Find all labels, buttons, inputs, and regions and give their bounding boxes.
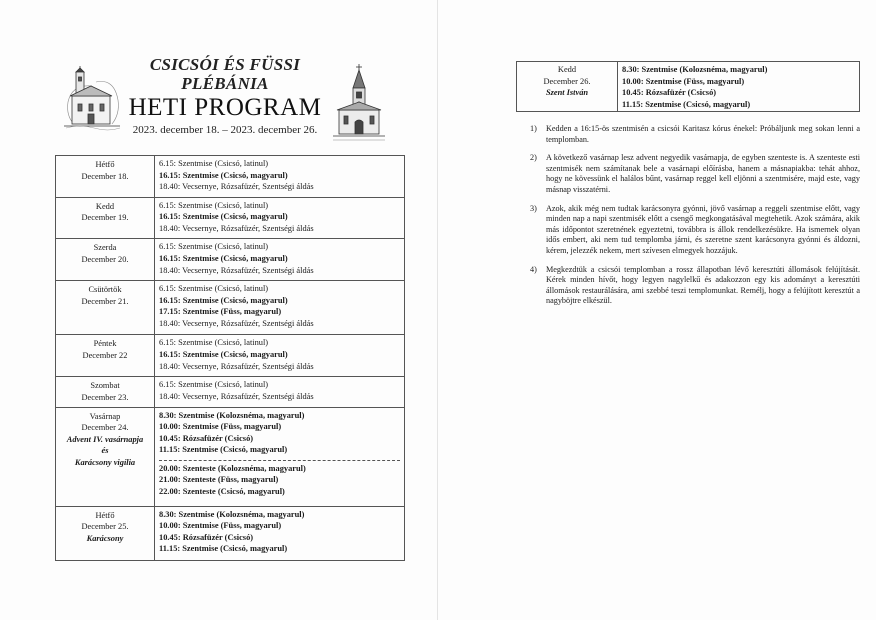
list-item xyxy=(530,124,860,145)
dec26-schedule-table xyxy=(516,61,860,112)
day-name: Szombat xyxy=(90,381,120,391)
parish-name-line2: PLÉBÁNIA xyxy=(181,74,269,93)
event-line: 21.00: Szenteste (Füss, magyarul) xyxy=(159,475,279,485)
events-cell xyxy=(155,197,405,239)
notice-text: A következő vasárnap lesz advent negyedik vasárnapja, de egyben szenteste is. A szenteste esti szentmisék nem számítanak bele a vasárnapi előírásba, hanem a másnapiakba: tehát ahhoz, hogy ne kövessünk el halálos bűnt, vasárnap reggel kell eljönni a szentmisére, majd este, vagy másnap visszatérni. xyxy=(546,153,860,194)
day-name: Kedd xyxy=(95,201,115,211)
day-cell xyxy=(56,156,155,198)
event-line: 16.15: Szentmise (Csicsó, magyarul) xyxy=(159,254,288,264)
day-name: Csütörtök xyxy=(88,285,122,295)
list-item xyxy=(530,204,860,257)
event-line: 10.00: Szentmise (Füss, magyarul) xyxy=(159,422,282,432)
feast-label: és xyxy=(101,446,109,456)
event-line: 20.00: Szentestе (Kolozsnéma, magyarul) xyxy=(159,463,306,473)
event-line: 11.15: Szentmise (Csicsó, magyarul) xyxy=(159,445,288,455)
event-line: 16.15: Szentmise (Csicsó, magyarul) xyxy=(159,350,288,360)
page-title: HETI PROGRAM xyxy=(128,94,322,121)
list-item xyxy=(530,265,860,307)
table-row xyxy=(517,62,860,112)
day-date: December 20. xyxy=(81,255,129,265)
schedule-body xyxy=(56,156,405,561)
event-line: 10.45: Rózsafüzér (Csicsó) xyxy=(622,88,717,98)
day-name: Szerda xyxy=(93,243,117,253)
event-line: 18.40: Vecsernye, Rózsafüzér, Szentségi áldás xyxy=(159,391,314,401)
bulletin-header xyxy=(60,55,390,137)
events-cell xyxy=(155,239,405,281)
day-cell xyxy=(56,377,155,407)
list-item xyxy=(530,153,860,195)
table-row xyxy=(56,197,405,239)
day-date: December 25. xyxy=(81,522,129,532)
event-line: 17.15: Szentmise (Füss, magyarul) xyxy=(159,307,282,317)
day-date: December 19. xyxy=(81,213,129,223)
event-line: 6.15: Szentmise (Csicsó, latinul) xyxy=(159,338,269,348)
feast-label: Karácsony vigília xyxy=(74,457,136,467)
feast-label: Advent IV. vasárnapja xyxy=(66,434,144,444)
notice-text: Megkezdtük a csicsói templomban a rossz állapotban lévő keresztúti állomások felújítását. Kérek minden hívőt, hogy legyen nagylelkű és adakozzon egy kis adományt a keresztúti állomások restaurálására, ami szebbé teszi templomunkat. Remélj, hogy a felújított keresztút a nagyböjtre elkészül. xyxy=(546,264,860,306)
event-line: 18.40: Vecsernye, Rózsafüzér, Szentségi áldás xyxy=(159,223,314,233)
notice-text: Kedden a 16:15-ös szentmisén a csicsói Karitasz kórus énekel: Próbáljunk meg sokan lenni a templomban. xyxy=(546,124,860,144)
event-line: 6.15: Szentmise (Csicsó, latinul) xyxy=(159,380,269,390)
event-line: 6.15: Szentmise (Csicsó, latinul) xyxy=(159,200,269,210)
day-cell xyxy=(56,506,155,560)
event-line: 6.15: Szentmise (Csicsó, latinul) xyxy=(159,159,269,168)
feast-label: Karácsony xyxy=(86,533,124,543)
event-line: 6.15: Szentmise (Csicsó, latinul) xyxy=(159,242,269,252)
events-cell xyxy=(155,156,405,198)
notice-number: 2) xyxy=(530,153,537,163)
event-line: 11.15: Szentmise (Csicsó, magyarul) xyxy=(159,544,288,554)
day-date: December 18. xyxy=(81,171,129,181)
events-cell xyxy=(618,62,860,112)
weekly-schedule-table xyxy=(55,155,405,561)
event-line: 8.30: Szentmise (Kolozsnéma, magyarul) xyxy=(159,509,305,519)
table-row xyxy=(56,335,405,377)
event-line: 8.30: Szentmise (Kolozsnéma, magyarul) xyxy=(159,410,305,420)
event-line: 22.00: Szenteste (Csicsó, magyarul) xyxy=(159,487,285,497)
event-line: 16.15: Szentmise (Csicsó, magyarul) xyxy=(159,170,288,180)
table-row xyxy=(56,239,405,281)
day-date: December 23. xyxy=(81,392,129,402)
table-row xyxy=(56,377,405,407)
day-cell xyxy=(56,335,155,377)
table-row xyxy=(56,407,405,506)
notice-number: 4) xyxy=(530,264,537,274)
page-fold xyxy=(437,0,438,620)
event-line: 10.00: Szentmise (Füss, magyarul) xyxy=(622,76,745,86)
notice-number: 3) xyxy=(530,203,537,213)
day-cell xyxy=(56,281,155,335)
day-name: Kedd xyxy=(557,65,577,74)
date-range: 2023. december 18. – 2023. december 26. xyxy=(132,124,318,136)
day-cell xyxy=(56,239,155,281)
events-cell xyxy=(155,335,405,377)
notice-text: Azok, akik még nem tudtak karácsonyra gyónni, jövő vasárnap a reggeli szentmise előtt, vagy minden nap a napi szentmisék előtt a csengő megkongatásával megtehetik. Azok számára, akik más időpontot szeretnének egyeztetni, továbbra is állok rendelkezésükre. Ha ismernek olyan idős embert, aki nem tud templomba járni, és szeretne szent karácsonyra gyónni és áldozni, kérem, jelezzék nekem, mert szívesen elmegyek hozzájuk. xyxy=(546,203,860,255)
event-line: 16.15: Szentmise (Csicsó, magyarul) xyxy=(159,295,288,305)
events-cell xyxy=(155,377,405,407)
event-line: 16.15: Szentmise (Csicsó, magyarul) xyxy=(159,212,288,222)
events-cell xyxy=(155,407,405,506)
event-line: 10.45: Rózsafüzér (Csicsó) xyxy=(159,532,254,542)
event-line: 10.00: Szentmise (Füss, magyarul) xyxy=(159,521,282,531)
day-name: Vasárnap xyxy=(89,411,121,421)
event-line: 18.40: Vecsernye, Rózsafüzér, Szentségi áldás xyxy=(159,265,314,275)
announcements-list xyxy=(530,124,860,315)
event-line: 18.40: Vecsernye, Rózsafüzér, Szentségi áldás xyxy=(159,182,314,192)
day-name: Hétfő xyxy=(95,510,115,520)
day-cell xyxy=(517,62,618,112)
dashed-separator xyxy=(159,460,400,461)
day-cell xyxy=(56,407,155,506)
event-line: 8.30: Szentmise (Kolozsnéma, magyarul) xyxy=(622,65,768,74)
day-date: December 26. xyxy=(543,76,591,86)
event-line: 10.45: Rózsafüzér (Csicsó) xyxy=(159,433,254,443)
day-name: Péntek xyxy=(93,339,117,349)
event-line: 6.15: Szentmise (Csicsó, latinul) xyxy=(159,284,269,294)
event-line: 18.40: Vecsernye, Rózsafüzér, Szentségi áldás xyxy=(159,361,314,371)
day-date: December 24. xyxy=(81,423,129,433)
event-line: 11.15: Szentmise (Csicsó, magyarul) xyxy=(622,99,751,109)
table-row xyxy=(56,506,405,560)
parish-name-line1: CSICSÓI ÉS FÜSSI xyxy=(149,55,301,74)
notice-number: 1) xyxy=(530,124,537,133)
table-row xyxy=(56,281,405,335)
table-row xyxy=(56,156,405,198)
day-date: December 22 xyxy=(82,351,128,361)
day-name: Hétfő xyxy=(95,160,115,169)
event-line: 18.40: Vecsernye, Rózsafüzér, Szentségi áldás xyxy=(159,318,314,328)
day-date: December 21. xyxy=(81,296,129,306)
feast-label: Szent István xyxy=(545,88,589,98)
events-cell xyxy=(155,506,405,560)
day-cell xyxy=(56,197,155,239)
events-cell xyxy=(155,281,405,335)
